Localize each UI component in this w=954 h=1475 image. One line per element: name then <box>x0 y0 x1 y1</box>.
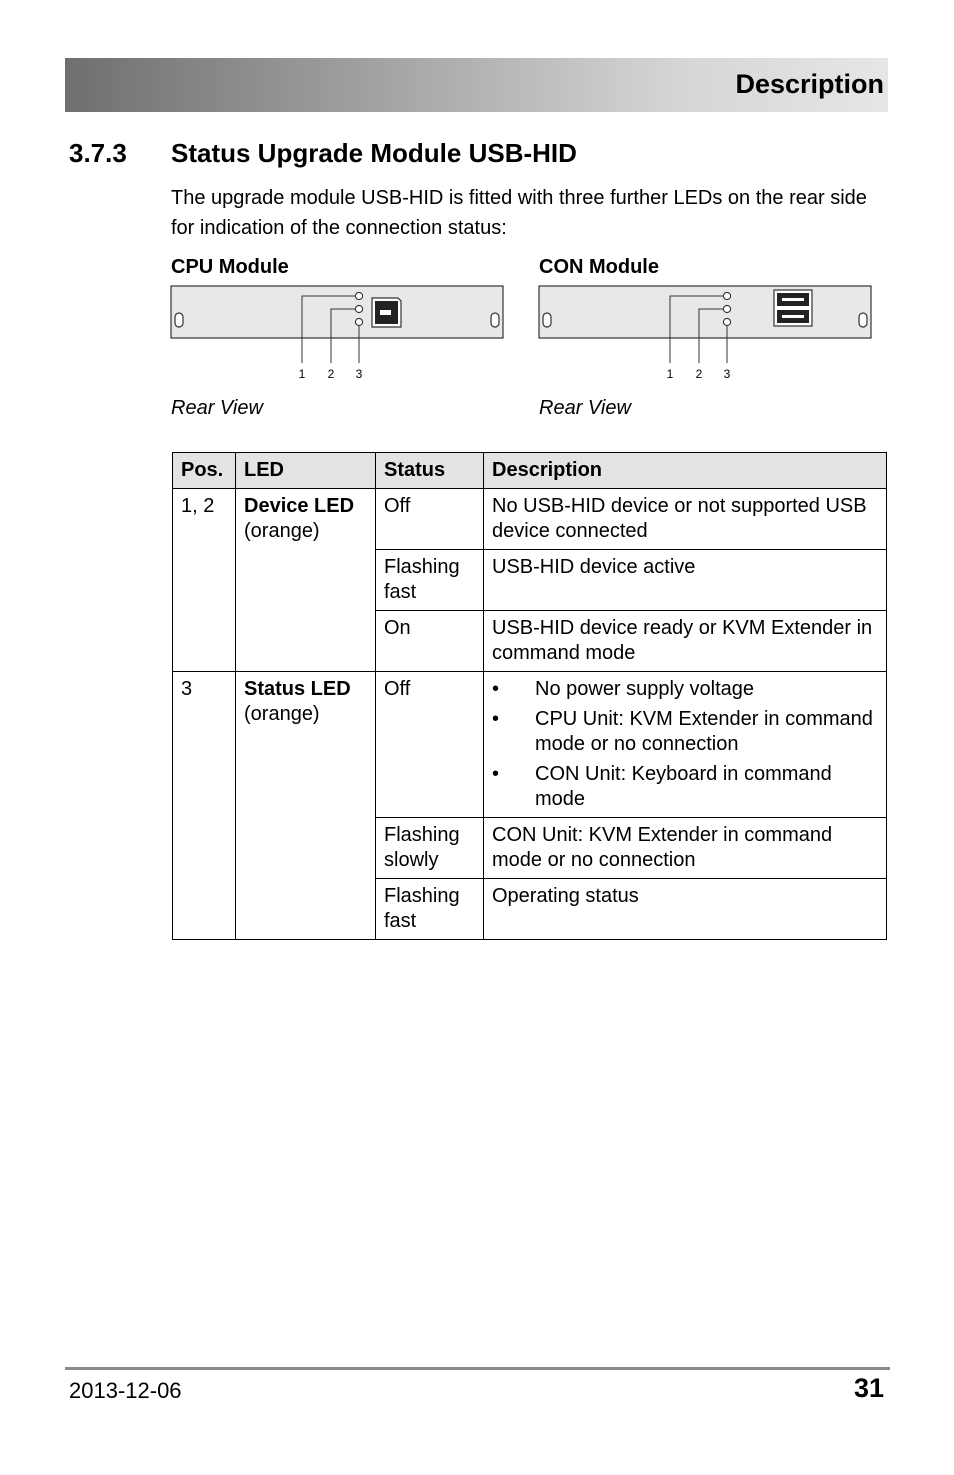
status-cell: Flashing slowly <box>376 818 484 879</box>
status-cell: Flashing fast <box>376 550 484 611</box>
footer-date: 2013-12-06 <box>69 1378 182 1403</box>
cpu-module-diagram <box>170 280 506 384</box>
status-cell: On <box>376 611 484 672</box>
list-item <box>492 677 878 702</box>
led-status-table <box>172 452 887 940</box>
description-cell: Operating status <box>484 879 887 940</box>
bullet-icon: • <box>492 708 500 730</box>
intro-paragraph: The upgrade module USB-HID is fitted with three further LEDs on the rear side for indication of the connection status: <box>171 187 867 239</box>
led-color: (orange) <box>244 703 320 725</box>
section-number: 3.7.3 <box>69 138 127 168</box>
list-item-text: CPU Unit: KVM Extender in command mode or no connection <box>535 708 873 755</box>
pos-cell: 1, 2 <box>173 489 236 672</box>
status-cell: Off <box>376 672 484 818</box>
header-status: Status <box>376 453 484 489</box>
con-callout-1: 1 <box>666 367 674 381</box>
con-panel <box>539 286 871 338</box>
cpu-mount-hole-left <box>175 313 183 327</box>
cpu-led-1 <box>355 292 362 299</box>
section-title: Status Upgrade Module USB-HID <box>171 138 577 168</box>
cpu-led-3 <box>355 318 362 325</box>
cpu-mount-hole-right <box>491 313 499 327</box>
description-cell: CON Unit: KVM Extender in command mode or no connection <box>484 818 887 879</box>
bullet-list <box>492 677 878 812</box>
description-cell <box>484 672 887 818</box>
list-item-text: CON Unit: Keyboard in command mode <box>535 763 832 810</box>
header-led: LED <box>236 453 376 489</box>
list-item <box>492 707 878 757</box>
footer-divider <box>65 1367 890 1370</box>
list-item-text: No power supply voltage <box>535 678 755 700</box>
pos-cell: 3 <box>173 672 236 940</box>
led-name: Status LED <box>244 678 351 700</box>
header-bar <box>65 58 888 112</box>
con-module-diagram <box>538 280 874 384</box>
led-cell <box>236 489 376 672</box>
table-row <box>173 489 887 550</box>
con-callout-2: 2 <box>695 367 703 381</box>
led-color: (orange) <box>244 520 320 542</box>
cpu-panel <box>171 286 503 338</box>
con-led-3 <box>723 318 730 325</box>
header-pos: Pos. <box>173 453 236 489</box>
con-mount-hole-left <box>543 313 551 327</box>
status-cell: Off <box>376 489 484 550</box>
table-row <box>173 672 887 818</box>
usb-a-dual-port-icon <box>774 290 812 326</box>
led-cell <box>236 672 376 940</box>
con-module-label: CON Module <box>539 256 659 278</box>
cpu-callout-2: 2 <box>327 367 335 381</box>
con-callout-3: 3 <box>723 367 731 381</box>
table-header-row <box>173 453 887 489</box>
con-rear-view-caption: Rear View <box>539 397 631 419</box>
status-cell: Flashing fast <box>376 879 484 940</box>
cpu-callout-1: 1 <box>298 367 306 381</box>
con-led-1 <box>723 292 730 299</box>
led-name: Device LED <box>244 495 355 517</box>
cpu-module-label: CPU Module <box>171 256 289 278</box>
bullet-icon: • <box>492 763 500 785</box>
usb-b-port-icon <box>372 298 401 327</box>
cpu-rear-view-caption: Rear View <box>171 397 263 419</box>
con-led-2 <box>723 305 730 312</box>
header-description: Description <box>484 453 887 489</box>
con-mount-hole-right <box>859 313 867 327</box>
description-cell: USB-HID device ready or KVM Extender in command mode <box>484 611 887 672</box>
description-cell: No USB-HID device or not supported USB device connected <box>484 489 887 550</box>
list-item <box>492 762 878 812</box>
description-cell: USB-HID device active <box>484 550 887 611</box>
cpu-callout-3: 3 <box>355 367 363 381</box>
header-title: Description <box>735 69 884 99</box>
page-number: 31 <box>853 1373 884 1403</box>
cpu-led-2 <box>355 305 362 312</box>
bullet-icon: • <box>492 678 500 700</box>
